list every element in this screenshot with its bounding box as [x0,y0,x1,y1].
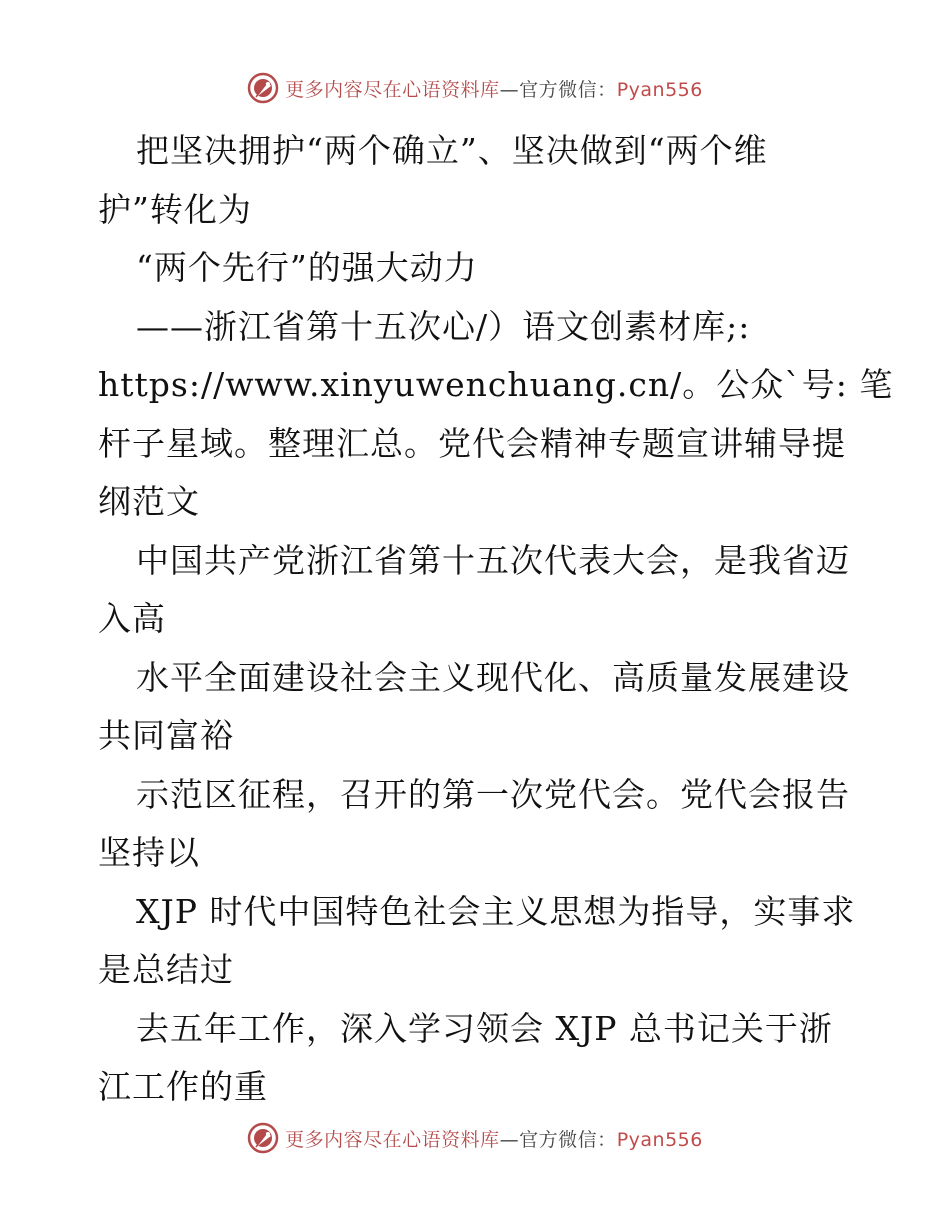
body-line: 中国共产党浙江省第十五次代表大会，是我省迈 [136,540,850,580]
pen-nib-logo-icon [247,1122,279,1154]
body-line: “两个先行”的强大动力 [136,248,478,287]
body-line: 坚持以 [98,833,200,872]
footer-wechat-label: 官方微信： [519,1128,617,1151]
body-line: 去五年工作，深入学习领会 XJP 总书记关于浙 [136,1008,833,1048]
body-line: 共同富裕 [98,716,234,755]
header-wechat-handle: Pyan556 [616,78,703,101]
header-wechat-label: 官方微信： [519,78,617,101]
body-line: 把坚决拥护“两个确立”、坚决做到“两个维 [136,131,768,170]
body-line: 水平全面建设社会主义现代化、高质量发展建设 [136,657,850,697]
body-line: 江工作的重 [98,1067,268,1106]
header-site-text: 更多内容尽在心语资料库 [285,78,500,101]
footer-site-text: 更多内容尽在心语资料库 [285,1128,500,1151]
header-separator: — [499,78,520,101]
pen-nib-logo-icon [247,72,279,104]
body-line: https://www.xinyuwenchuang.cn/。公众`号: 笔 [98,365,894,404]
body-line: ——浙江省第十五次心/）语文创素材库;: [136,306,751,346]
page-header-banner [0,72,950,104]
header-text [285,75,703,102]
footer-wechat-handle: Pyan556 [616,1128,703,1151]
body-line: 护”转化为 [98,189,252,229]
body-line: 是总结过 [98,950,234,989]
footer-separator: — [499,1128,520,1151]
footer-text [285,1125,703,1152]
body-line: XJP 时代中国特色社会主义思想为指导，实事求 [136,891,856,931]
document-body [98,122,894,1117]
body-line: 纲范文 [98,482,200,521]
page-footer-banner [0,1122,950,1154]
body-line: 入高 [98,599,166,638]
body-line: 杆子星域。整理汇总。党代会精神专题宣讲辅导提 [98,423,846,463]
body-line: 示范区征程，召开的第一次党代会。党代会报告 [136,774,850,814]
